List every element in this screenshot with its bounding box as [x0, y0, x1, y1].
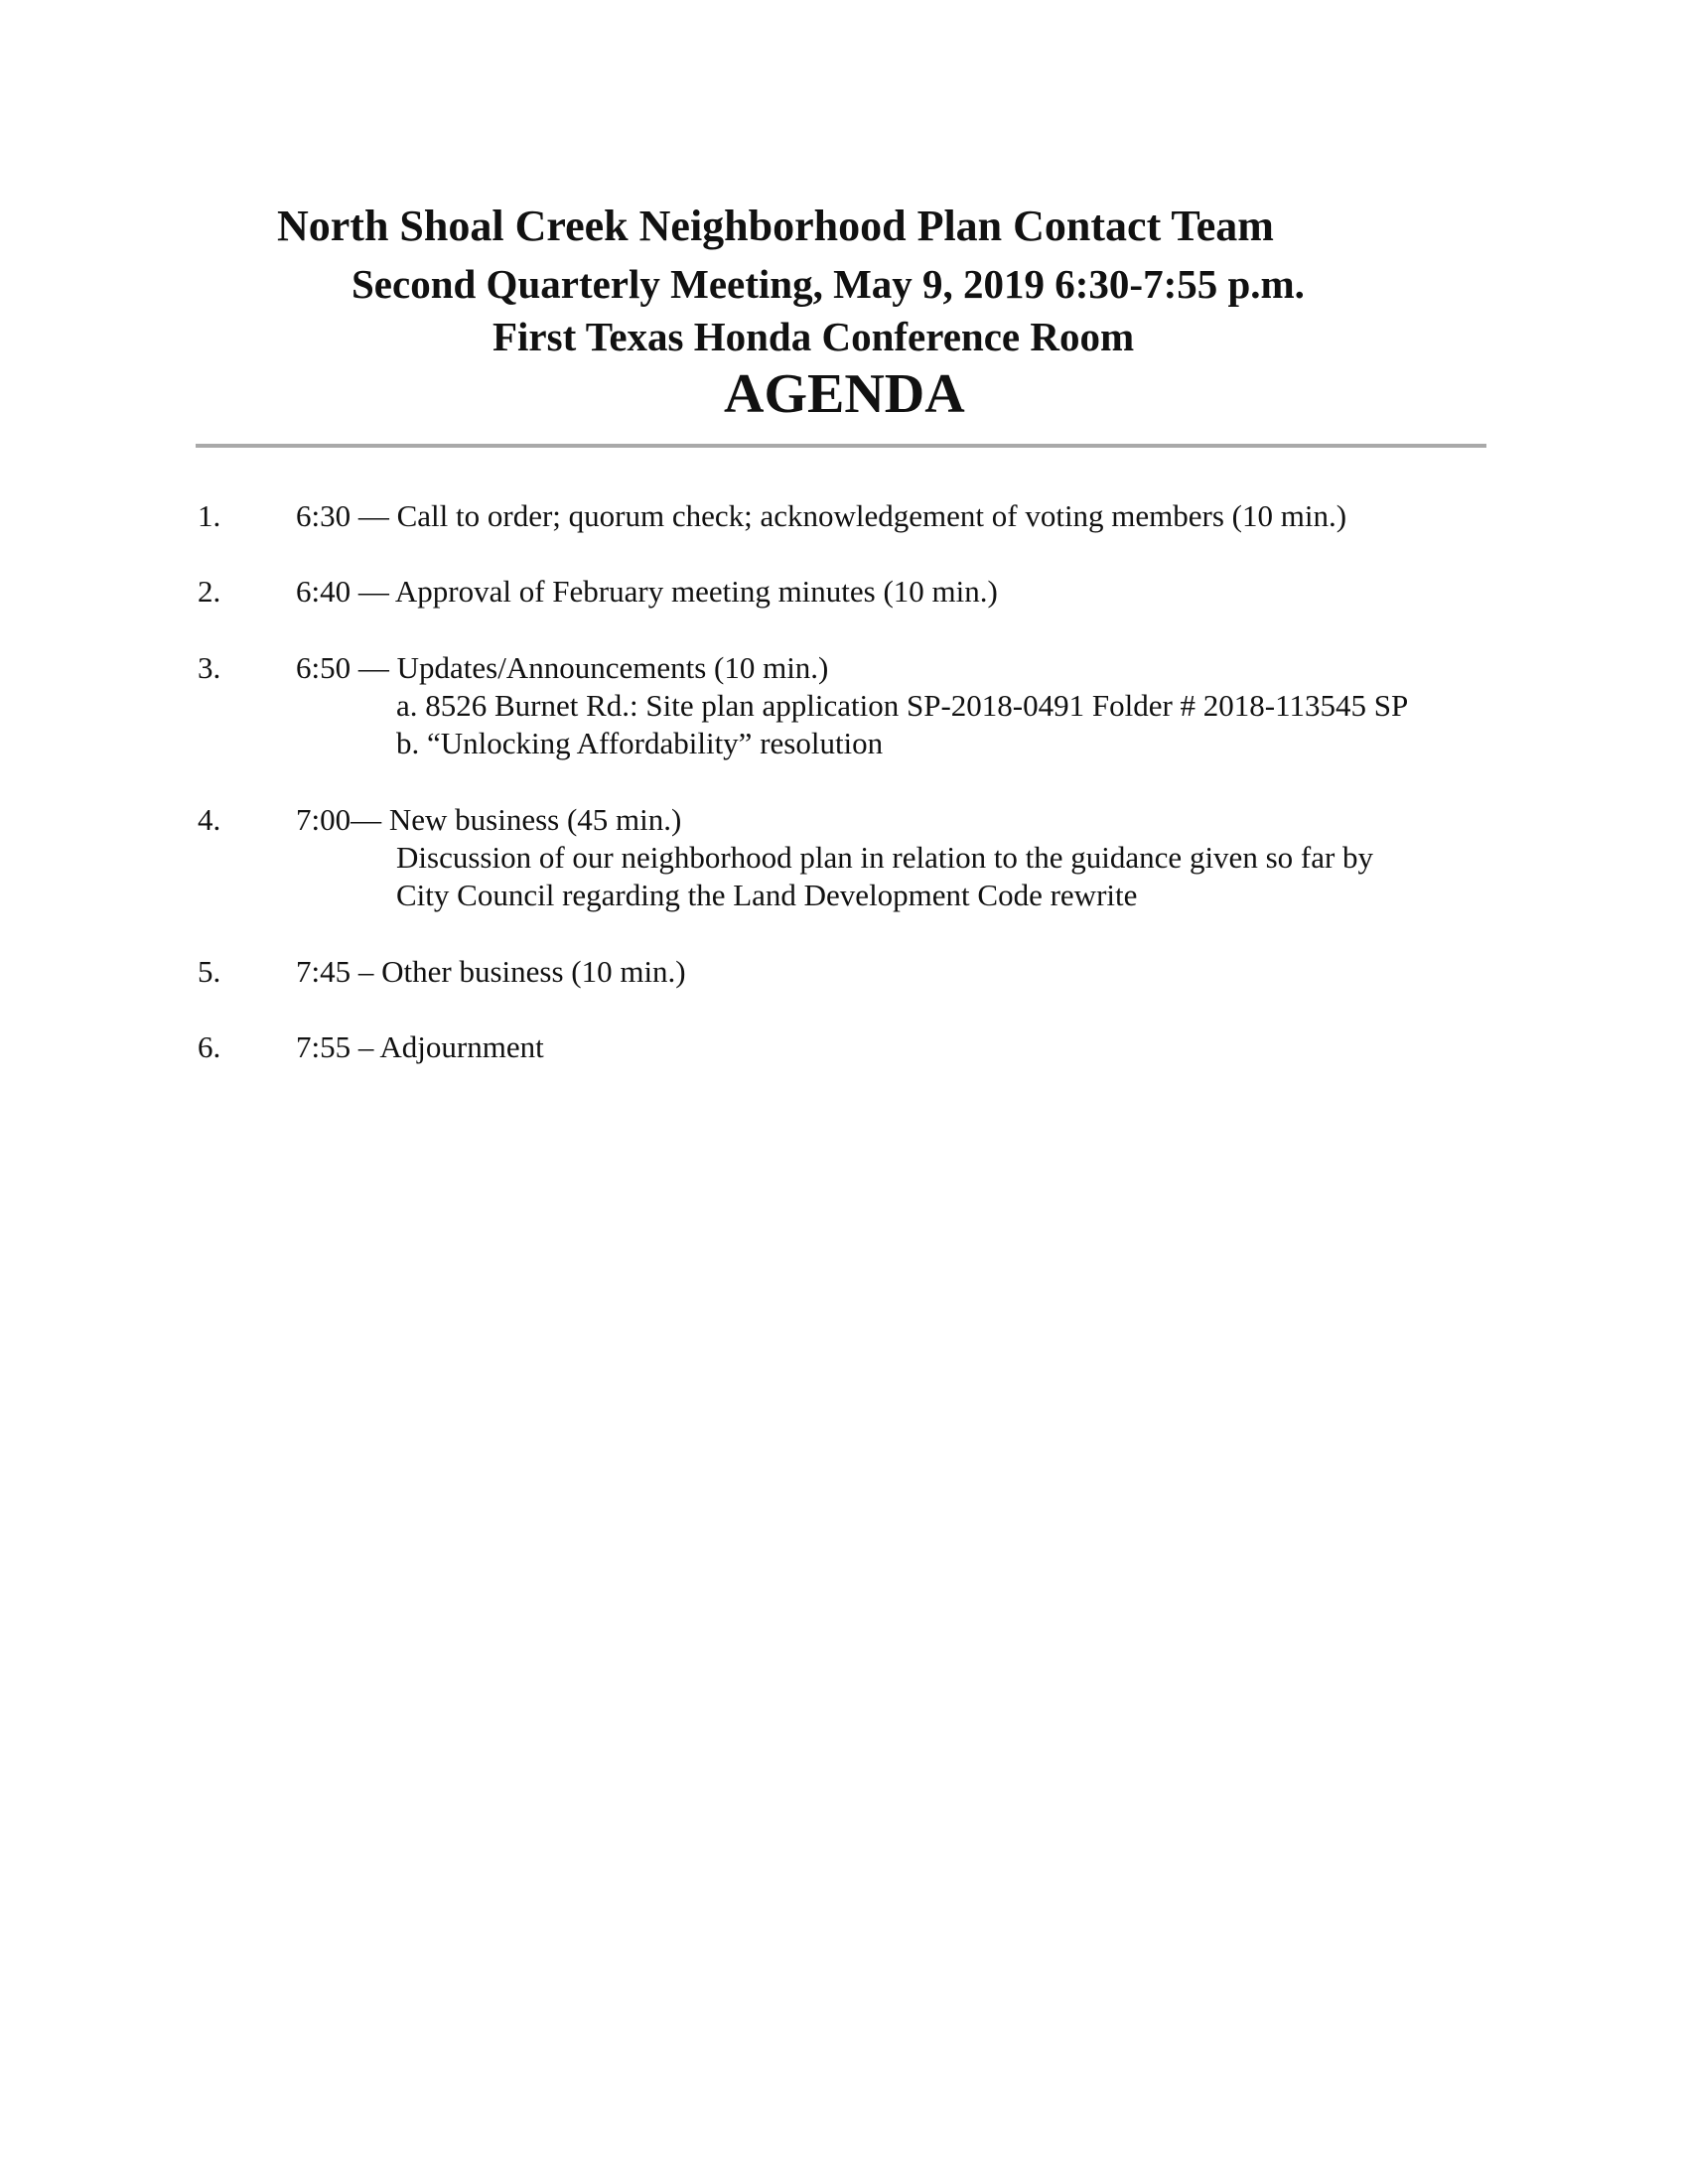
agenda-heading: AGENDA: [724, 363, 965, 425]
agenda-item-number: 4.: [198, 802, 221, 837]
meeting-subtitle: Second Quarterly Meeting, May 9, 2019 6:30-7:55 p.m.: [352, 261, 1305, 307]
agenda-item-text: 6:50 — Updates/Announcements (10 min.): [296, 650, 829, 685]
agenda-item-number: 3.: [198, 650, 221, 685]
agenda-item-number: 5.: [198, 954, 221, 989]
agenda-item-text: 7:45 – Other business (10 min.): [296, 954, 686, 989]
agenda-subitem: City Council regarding the Land Development Code rewrite: [396, 878, 1138, 912]
meeting-location: First Texas Honda Conference Room: [492, 314, 1135, 359]
agenda-item-text: 7:55 – Adjournment: [296, 1029, 544, 1064]
agenda-subitem: Discussion of our neighborhood plan in relation to the guidance given so far by: [396, 840, 1374, 875]
agenda-subitem: b. “Unlocking Affordability” resolution: [396, 726, 884, 760]
organization-title: North Shoal Creek Neighborhood Plan Contact Team: [277, 202, 1274, 250]
agenda-item-text: 6:40 — Approval of February meeting minutes (10 min.): [296, 574, 998, 609]
agenda-item-text: 7:00— New business (45 min.): [296, 802, 682, 837]
agenda-item-number: 2.: [198, 574, 221, 609]
agenda-item-text: 6:30 — Call to order; quorum check; acknowledgement of voting members (10 min.): [296, 498, 1347, 533]
agenda-item-number: 6.: [198, 1029, 221, 1064]
header-divider: [196, 444, 1486, 448]
agenda-subitem: a. 8526 Burnet Rd.: Site plan application SP-2018-0491 Folder # 2018-113545 SP: [396, 688, 1409, 723]
agenda-item-number: 1.: [198, 498, 221, 533]
